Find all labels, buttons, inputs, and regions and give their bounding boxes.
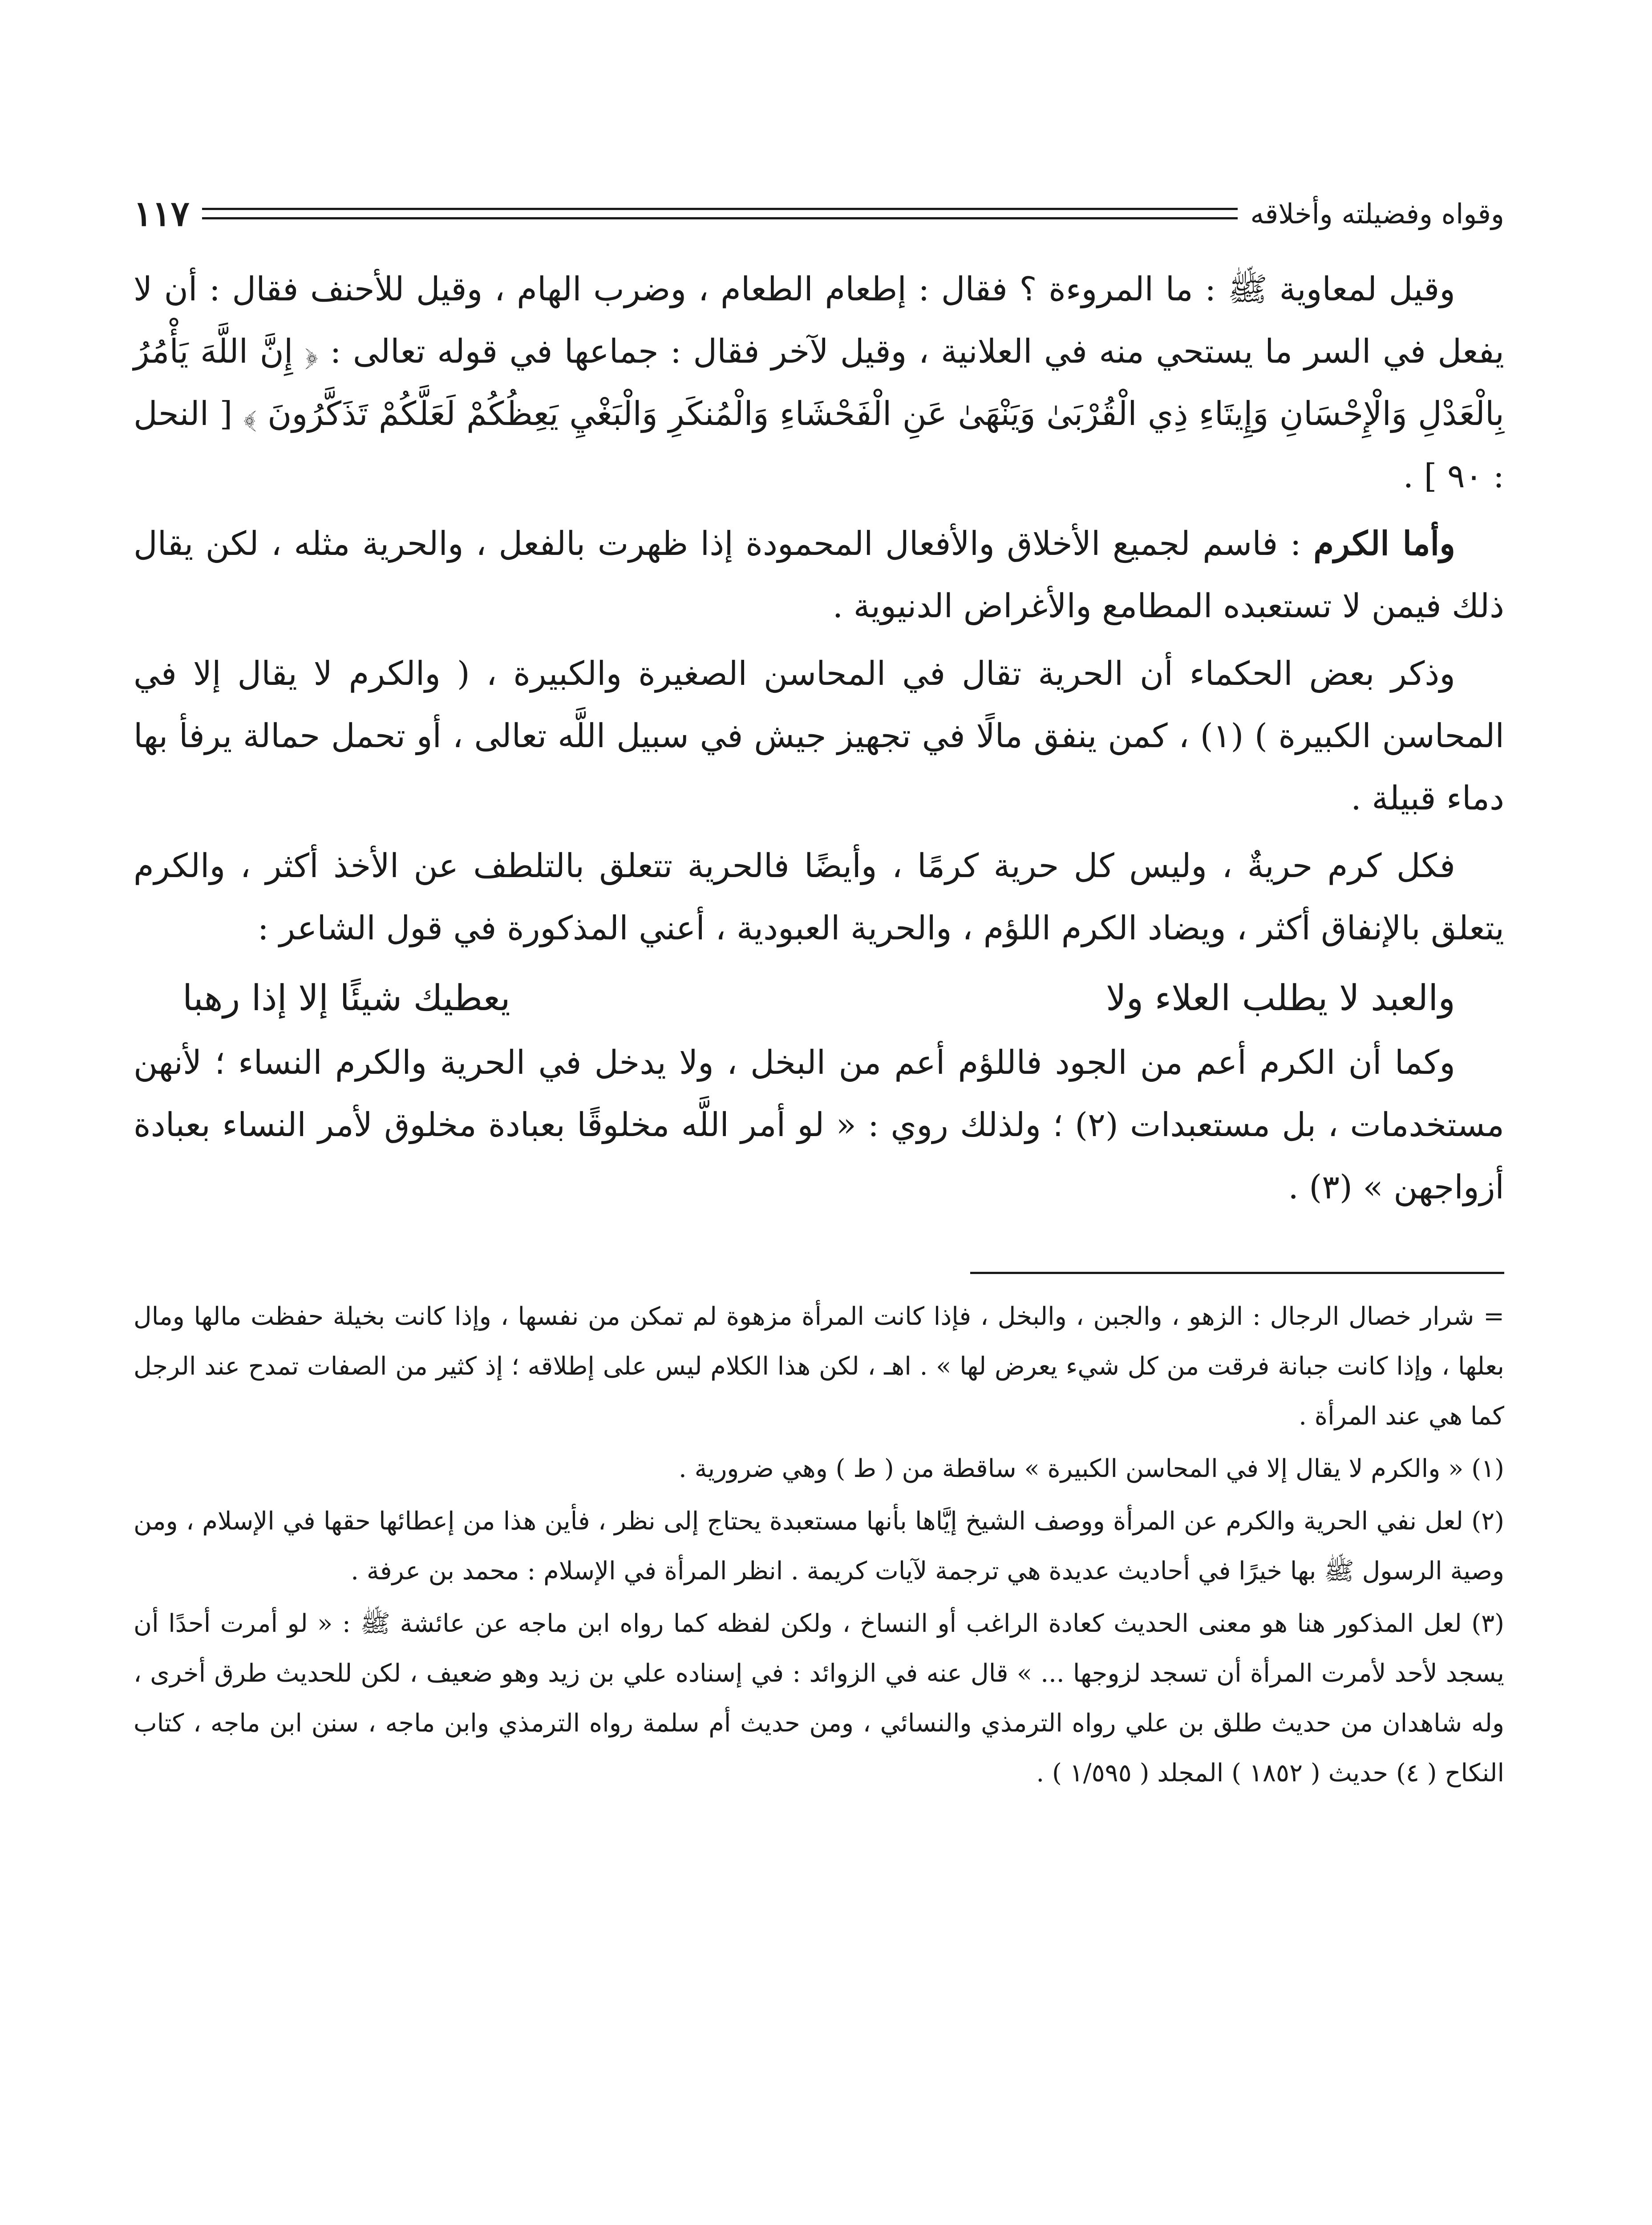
paragraph-4: فكل كرم حريةٌ ، وليس كل حرية كرمًا ، وأيضًا فالحرية تتعلق بالتلطف عن الأخذ أكثر ، والكرم يتعلق بالإنفاق أكثر ، ويضاد الكرم اللؤم ، والحرية العبودية ، أعني المذكورة في قول الشاعر :	[134, 847, 1504, 947]
poetry-verse	[134, 965, 1504, 1032]
paragraph-1: وقيل لمعاوية ﷺ : ما المروءة ؟ فقال : إطعام الطعام ، وضرب الهام ، وقيل للأحنف فقال : أن لا يفعل في السر ما يستحي منه في العلانية ، وقيل لآخر فقال : جماعها في قوله تعالى : ﴿ إِنَّ اللَّهَ يَأْمُرُ بِالْعَدْلِ وَالْإِحْسَانِ وَإِيتَاءِ ذِي الْقُرْبَىٰ وَيَنْهَىٰ عَنِ الْفَحْشَاءِ وَالْمُنكَرِ وَالْبَغْيِ يَعِظُكُمْ لَعَلَّكُمْ تَذَكَّرُونَ ﴾ [ النحل : ٩٠ ] .	[134, 270, 1504, 495]
paragraph-2	[134, 513, 1504, 637]
verse-second-hemistich: يعطيك شيئًا إلا إذا رهبا	[182, 977, 510, 1019]
running-header	[134, 187, 1504, 240]
page-number: ١١٧	[134, 193, 190, 234]
main-text	[134, 258, 1504, 1218]
footnote-3: (٣) لعل المذكور هنا هو معنى الحديث كعادة الراغب أو النساخ ، ولكن لفظه كما رواه ابن ماجه عن عائشة ﷺ : « لو أمرت أحدًا أن يسجد لأحد لأمرت المرأة أن تسجد لزوجها ... » قال عنه في الزوائد : في إسناده علي بن زيد وهو ضعيف ، لكن للحديث طرق أخرى ، وله شاهدان من حديث طلق بن علي رواه الترمذي والنسائي ، ومن حديث أم سلمة رواه الترمذي وابن ماجه ، سنن ابن ماجه ، كتاب النكاح ( ٤) حديث ( ١٨٥٢ ) المجلد ( ١/٥٩٥ ) .	[134, 1609, 1504, 1788]
footnote-continued: = شرار خصال الرجال : الزهو ، والجبن ، والبخل ، فإذا كانت المرأة مزهوة لم تمكن من نفسها ، وإذا كانت بخيلة حفظت مالها ومال بعلها ، وإذا كانت جبانة فرقت من كل شيء يعرض لها » . اهـ ، لكن هذا الكلام ليس على إطلاقه ؛ إذ كثير من الصفات تمدح عند الرجل كما هي عند المرأة .	[134, 1302, 1504, 1431]
footnote-1: (١) « والكرم لا يقال إلا في المحاسن الكبيرة » ساقطة من ( ط ) وهي ضرورية .	[679, 1454, 1504, 1483]
verse-first-hemistich: والعبد لا يطلب العلاء ولا	[1105, 977, 1455, 1019]
footnote-separator	[970, 1272, 1504, 1274]
paragraph-3: وذكر بعض الحكماء أن الحرية تقال في المحاسن الصغيرة والكبيرة ، ( والكرم لا يقال إلا في المحاسن الكبيرة ) (١) ، كمن ينفق مالًا في تجهيز جيش في سبيل اللَّه تعالى ، أو تحمل حمالة يرفأ بها دماء قبيلة .	[134, 655, 1505, 817]
paragraph-2-text: : فاسم لجميع الأخلاق والأفعال المحمودة إذا ظهرت بالفعل ، والحرية مثله ، لكن يقال ذلك فيمن لا تستعبده المطامع والأغراض الدنيوية .	[134, 525, 1504, 625]
footnote-2: (٢) لعل نفي الحرية والكرم عن المرأة ووصف الشيخ إيَّاها بأنها مستعبدة يحتاج إلى نظر ، فأين هذا من إعطائها حقها في الإسلام ، ومن وصية الرسول ﷺ بها خيرًا في أحاديث عديدة هي ترجمة لآيات كريمة . انظر المرأة في الإسلام : محمد بن عرفة .	[134, 1507, 1504, 1586]
paragraph-2-lead: وأما الكرم	[1313, 525, 1455, 563]
book-page	[134, 187, 1504, 2225]
running-title: وقواه وفضيلته وأخلاقه	[1250, 197, 1504, 230]
paragraph-5: وكما أن الكرم أعم من الجود فاللؤم أعم من البخل ، ولا يدخل في الحرية والكرم النساء ؛ لأنهن مستخدمات ، بل مستعبدات (٢) ؛ ولذلك روي : « لو أمر اللَّه مخلوقًا بعبادة مخلوق لأمر النساء بعبادة أزواجهن » (٣) .	[134, 1044, 1504, 1206]
header-rule	[202, 208, 1238, 219]
footnotes	[134, 1292, 1504, 1798]
